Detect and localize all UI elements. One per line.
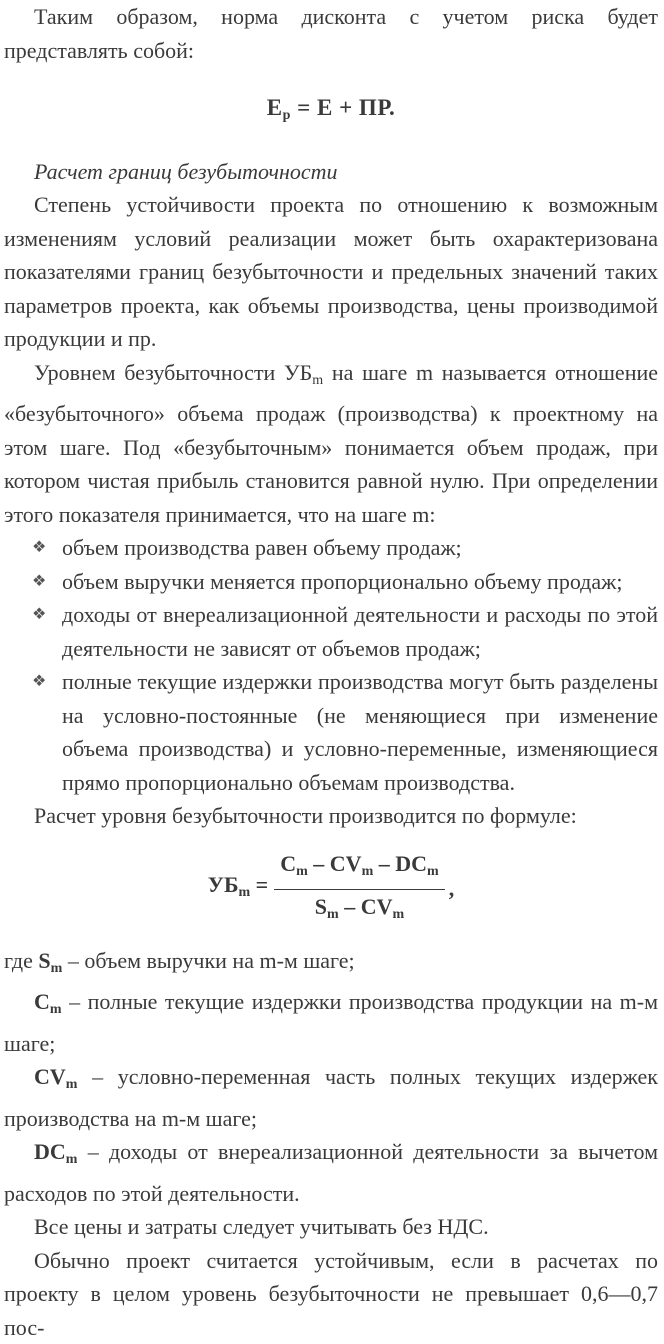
para2-part-b: на шаге m называется отношение «безубыточного» объема продаж (производства) к проектному на этом шаге. Под «безубыточным» понимается объем продаж, при котором чистая прибыль становится равной нулю. При определении этого показателя принимается, что на шаге m: [4,360,658,527]
breakeven-formula [4,849,658,930]
def-prefix: где [4,948,38,973]
formula1-lhs: E [267,95,283,120]
paragraph-stability-threshold: Обычно проект считается устойчивым, если в расчетах по проекту в целом уровень безубыточности не превышает 0,6—0,7 пос- [4,1244,658,1344]
definition-variable-costs [4,1060,658,1135]
def-text: – доходы от внереализационной деятельности за вычетом расходов по этой деятельности. [4,1139,658,1206]
list-item-text: объем производства равен объему продаж; [62,535,462,560]
definition-revenue [4,944,658,986]
def-symbol: DC [34,1139,66,1164]
def-symbol-sub: m [66,1077,78,1092]
formula1-lhs-sub: p [283,108,291,123]
paragraph-stability: Степень устойчивости проекта по отношению к возможным изменениям условий реализации может быть охарактеризована показателями границ безубыточности и предельных значений таких параметров проекта, как объемы производства, цены производимой продукции и пр. [4,188,658,356]
num-term-sub: m [296,864,308,879]
diamond-bullet-icon: ❖ [32,565,46,599]
paragraph-breakeven-definition [4,356,658,532]
def-symbol: CV [34,1064,66,1089]
formula2-denominator [309,890,410,930]
list-item-text: полные текущие издержки производства могут быть разделены на условно-постоянные (не меняющиеся при изменение объема производства) и условно-переменные, изменяющиеся прямо пропорционально объемам производства. [62,669,658,795]
formula1-rhs: = E + ПР. [297,95,395,120]
list-item [4,531,658,565]
definition-other-income [4,1135,658,1210]
section-heading: Расчет границ безубыточности [4,155,658,189]
den-term-sub: m [327,907,339,922]
formula2-numerator [274,849,444,890]
den-term: S [315,894,327,919]
para2-sub: m [312,373,323,388]
def-symbol: S [38,948,50,973]
assumptions-list [4,531,658,799]
list-item [4,665,658,799]
formula2-lhs: $УБ_m$ = [208,868,268,910]
intro-paragraph: Таким образом, норма дисконта с учетом риска будет представлять собой: [4,0,658,67]
def-symbol-sub: m [66,1152,78,1167]
definition-costs [4,985,658,1060]
para2-part-a: Уровнем безубыточности УБ [34,360,312,385]
formula2-fraction [274,849,444,930]
list-item [4,598,658,665]
num-term: – DC [373,851,427,876]
list-item [4,565,658,599]
formula2-lhs-text: УБ [208,872,239,897]
paragraph-vat: Все цены и затраты следует учитывать без НДС. [4,1210,658,1244]
num-term-sub: m [427,864,439,879]
paragraph-formula-intro: Расчет уровня безубыточности производится по формуле: [4,799,658,833]
def-text: – объем выручки на m-м шаге; [62,948,354,973]
formula2-comma: , [449,872,455,906]
formula2-lhs-sub: m [239,885,251,900]
list-item-text: объем выручки меняется пропорционально объему продаж; [62,569,622,594]
num-term: C [280,851,296,876]
diamond-bullet-icon: ❖ [32,598,46,632]
num-term: – CV [308,851,362,876]
diamond-bullet-icon: ❖ [32,531,46,565]
def-symbol: C [34,989,50,1014]
diamond-bullet-icon: ❖ [32,665,46,699]
def-text: – полные текущие издержки производства продукции на m-м шаге; [4,989,658,1056]
def-symbol-sub: m [51,961,63,976]
den-term: – CV [339,894,393,919]
den-term-sub: m [392,907,404,922]
num-term-sub: m [362,864,374,879]
def-text: – условно-переменная часть полных текущих издержек производства на m-м шаге; [4,1064,658,1131]
discount-rate-formula [4,91,658,133]
def-symbol-sub: m [50,1002,62,1017]
list-item-text: доходы от внереализационной деятельности и расходы по этой деятельности не зависят от объемов продаж; [62,602,658,661]
